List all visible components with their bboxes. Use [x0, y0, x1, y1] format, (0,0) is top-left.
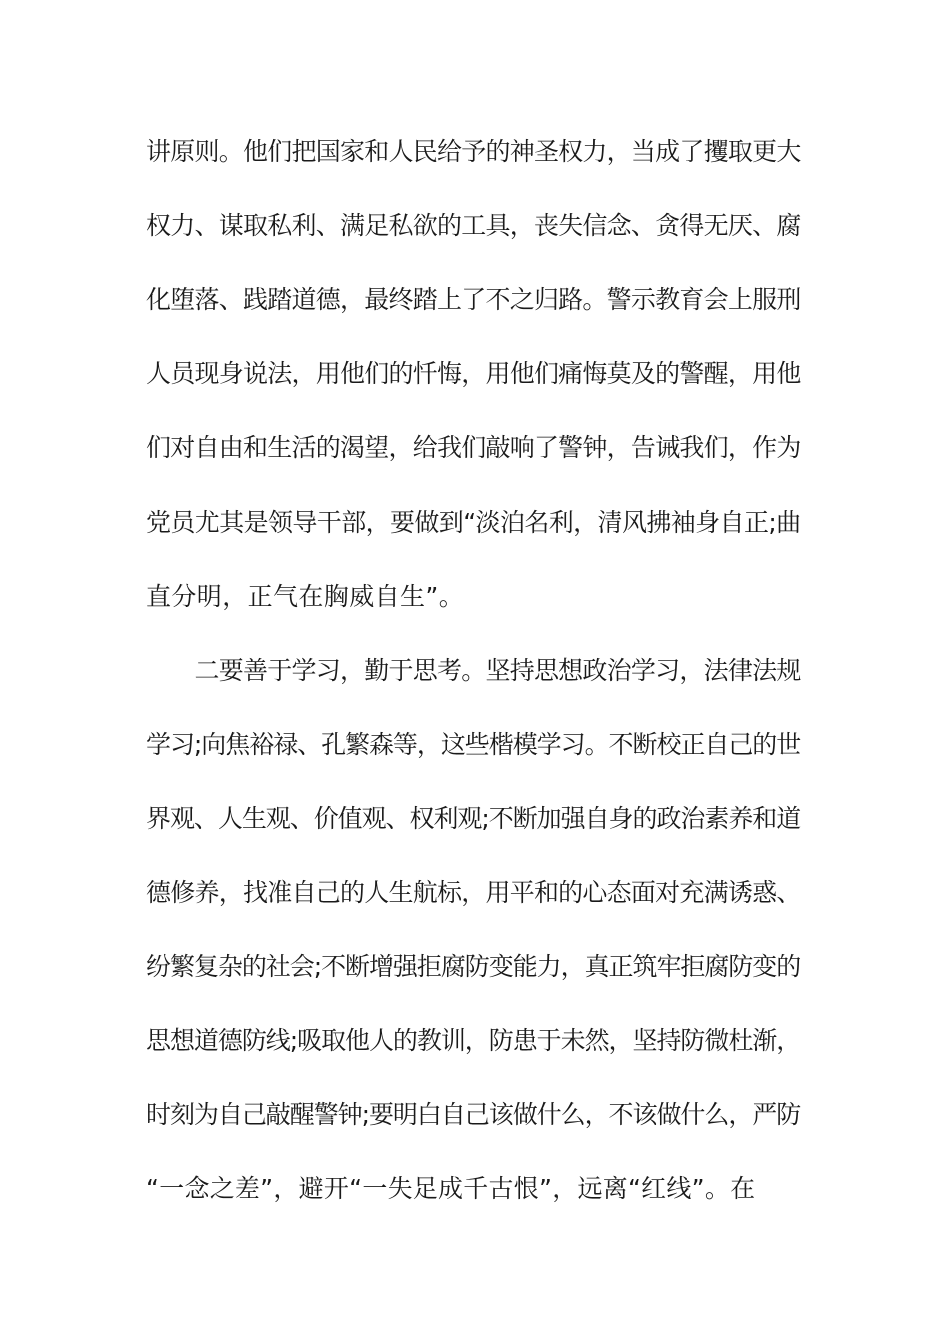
text-line: 时刻为自己敲醒警钟;要明白自己该做什么，不该做什么，严防 [146, 1100, 801, 1129]
text-line: 思想道德防线;吸取他人的教训，防患于未然，坚持防微杜渐， [146, 1026, 801, 1055]
paragraph-start-line: 二要善于学习，勤于思考。坚持思想政治学习，法律法规 [146, 656, 801, 685]
text-line: 直分明，正气在胸威自生”。 [146, 582, 465, 611]
text-line: “一念之差”，避开“一失足成千古恨”，远离“红线”。在 [146, 1174, 756, 1203]
text-line: 人员现身说法，用他们的忏悔，用他们痛悔莫及的警醒，用他 [146, 359, 801, 388]
text-line: 界观、人生观、价值观、权利观;不断加强自身的政治素养和道 [146, 804, 801, 833]
text-line: 们对自由和生活的渴望，给我们敲响了警钟，告诫我们，作为 [146, 433, 801, 462]
text-line: 讲原则。他们把国家和人民给予的神圣权力，当成了攫取更大 [146, 137, 801, 166]
text-line: 德修养，找准自己的人生航标，用平和的心态面对充满诱惑、 [146, 878, 801, 907]
text-line: 权力、谋取私利、满足私欲的工具，丧失信念、贪得无厌、腐 [146, 211, 801, 240]
text-line: 学习;向焦裕禄、孔繁森等，这些楷模学习。不断校正自己的世 [146, 730, 801, 759]
text-line: 纷繁复杂的社会;不断增强拒腐防变能力，真正筑牢拒腐防变的 [146, 952, 801, 981]
text-line: 党员尤其是领导干部，要做到“淡泊名利，清风拂袖身自正;曲 [146, 508, 801, 537]
text-line: 化堕落、践踏道德，最终踏上了不之归路。警示教育会上服刑 [146, 285, 801, 314]
